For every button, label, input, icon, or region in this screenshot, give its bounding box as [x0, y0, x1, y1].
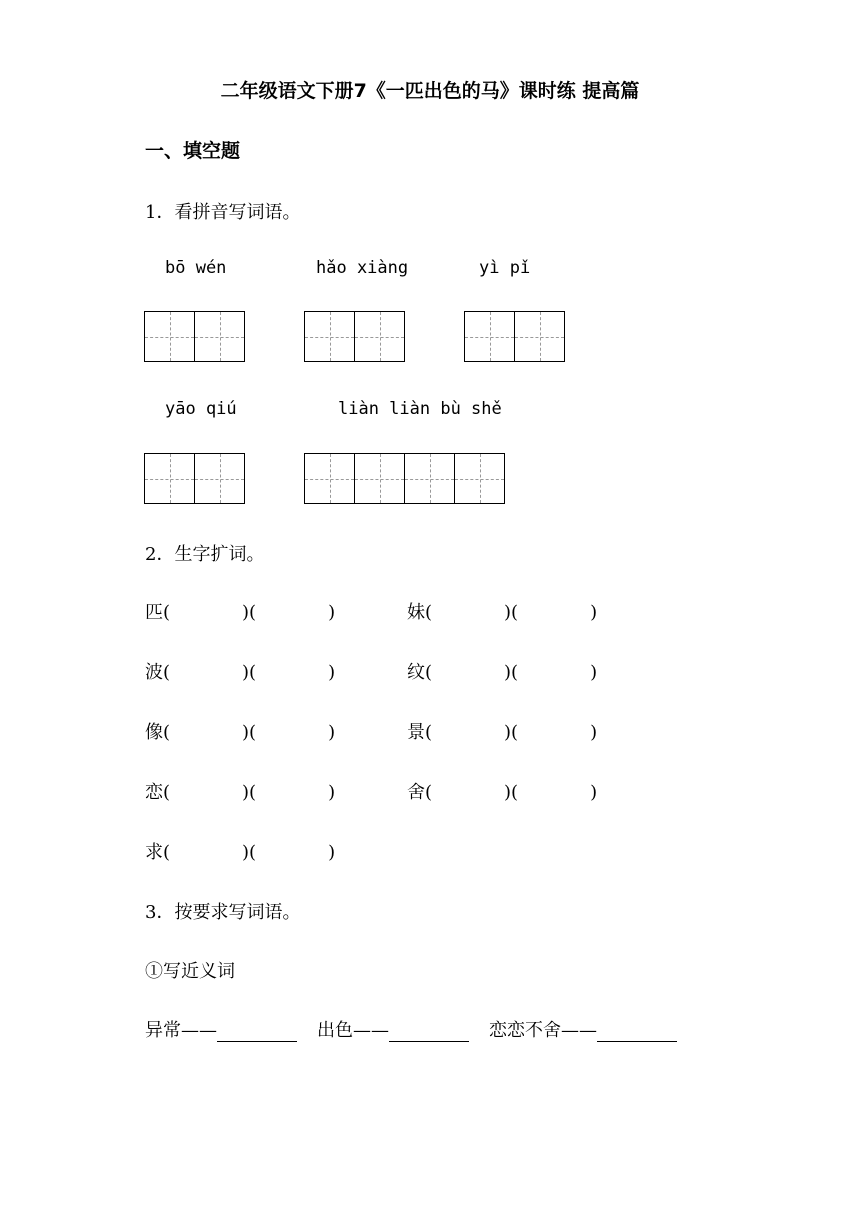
paren: ( [163, 842, 171, 863]
word-expand-row[interactable] [145, 718, 335, 744]
paren: ) [590, 782, 598, 803]
paren: ) [590, 602, 598, 623]
question-3-label: 3．按要求写词语。 [145, 902, 301, 923]
paren: )( [242, 722, 257, 743]
char: 恋 [145, 782, 163, 803]
writing-grid-3[interactable] [464, 311, 565, 362]
paren: )( [504, 662, 519, 683]
writing-grid-1[interactable] [144, 311, 245, 362]
char: 像 [145, 722, 163, 743]
word-expand-row[interactable] [145, 778, 335, 804]
pinyin-1: bō wén [165, 258, 227, 278]
word-expand-row[interactable] [407, 598, 597, 624]
paren: ( [163, 782, 171, 803]
pinyin-5: liàn liàn bù shě [338, 399, 502, 419]
paren: ( [163, 722, 171, 743]
question-1-label: 1．看拼音写词语。 [145, 202, 301, 223]
char: 舍 [407, 782, 425, 803]
synonym-prompt: 出色—— [317, 1020, 389, 1041]
paren: )( [504, 602, 519, 623]
paren: ( [163, 662, 171, 683]
grid-cell[interactable] [464, 311, 515, 362]
answer-blank[interactable] [217, 1023, 297, 1042]
synonym-row[interactable] [145, 1016, 697, 1042]
synonym-prompt: 异常—— [145, 1020, 217, 1041]
paren: ) [328, 782, 336, 803]
word-expand-row[interactable] [145, 658, 335, 684]
paren: )( [242, 662, 257, 683]
paren: ( [163, 602, 171, 623]
paren: ) [328, 662, 336, 683]
char: 妹 [407, 602, 425, 623]
paren: )( [242, 602, 257, 623]
paren: )( [242, 782, 257, 803]
answer-blank[interactable] [597, 1023, 677, 1042]
char: 景 [407, 722, 425, 743]
word-expand-row[interactable] [145, 838, 335, 864]
pinyin-4: yāo qiú [165, 399, 237, 419]
pinyin-2: hǎo xiàng [316, 258, 409, 278]
char: 纹 [407, 662, 425, 683]
paren: ) [328, 722, 336, 743]
word-expand-row[interactable] [407, 658, 597, 684]
writing-grid-2[interactable] [304, 311, 405, 362]
sub-question-label: ①写近义词 [145, 961, 235, 982]
paren: ( [425, 782, 433, 803]
paren: )( [242, 842, 257, 863]
grid-cell[interactable] [194, 311, 245, 362]
paren: ) [590, 722, 598, 743]
paren: ( [425, 662, 433, 683]
page-title: 二年级语文下册7《一匹出色的马》课时练 提高篇 [220, 80, 640, 102]
word-expand-row[interactable] [145, 598, 335, 624]
pinyin-3: yì pǐ [479, 258, 531, 278]
grid-cell[interactable] [304, 311, 355, 362]
word-expand-row[interactable] [407, 778, 597, 804]
grid-cell[interactable] [514, 311, 565, 362]
grid-cell[interactable] [404, 453, 455, 504]
grid-cell[interactable] [354, 311, 405, 362]
grid-cell[interactable] [354, 453, 405, 504]
section-heading: 一、填空题 [145, 140, 241, 162]
paren: )( [504, 722, 519, 743]
paren: ) [328, 602, 336, 623]
answer-blank[interactable] [389, 1023, 469, 1042]
writing-grid-4[interactable] [144, 453, 245, 504]
writing-grid-5[interactable] [304, 453, 505, 504]
paren: )( [504, 782, 519, 803]
question-2-label: 2．生字扩词。 [145, 544, 265, 565]
char: 匹 [145, 602, 163, 623]
grid-cell[interactable] [454, 453, 505, 504]
synonym-prompt: 恋恋不舍—— [489, 1020, 597, 1041]
char: 求 [145, 842, 163, 863]
grid-cell[interactable] [144, 311, 195, 362]
char: 波 [145, 662, 163, 683]
paren: ) [590, 662, 598, 683]
paren: ) [328, 842, 336, 863]
grid-cell[interactable] [304, 453, 355, 504]
grid-cell[interactable] [144, 453, 195, 504]
paren: ( [425, 602, 433, 623]
paren: ( [425, 722, 433, 743]
grid-cell[interactable] [194, 453, 245, 504]
word-expand-row[interactable] [407, 718, 597, 744]
